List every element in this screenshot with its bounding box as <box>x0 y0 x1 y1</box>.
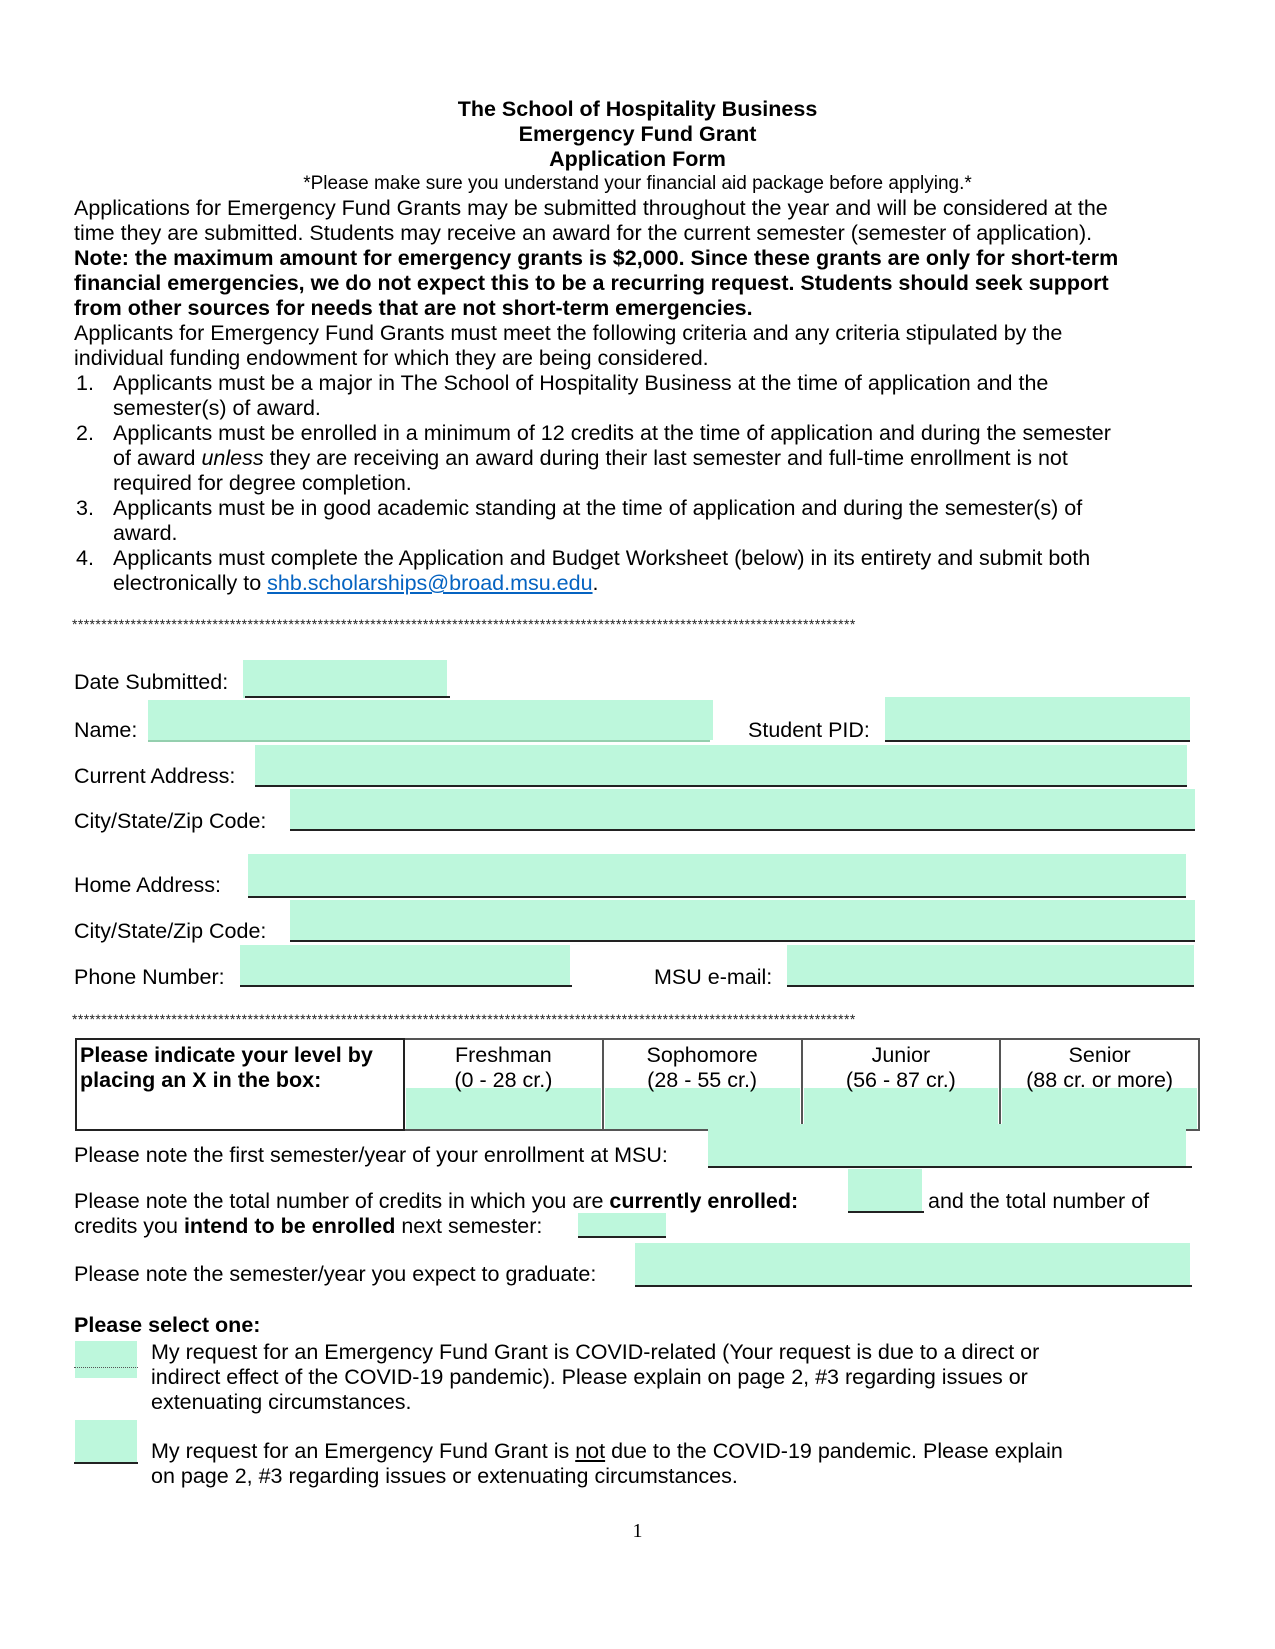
senior-checkbox[interactable] <box>1002 1088 1197 1129</box>
current-credits-field[interactable] <box>848 1169 922 1213</box>
note-line-2: financial emergencies, we do not expect this to be a recurring request. Students should seek support <box>74 271 1109 295</box>
date-submitted-field[interactable] <box>243 660 447 698</box>
not-covid-underline <box>74 1462 138 1464</box>
class-level-table <box>75 1038 1200 1131</box>
separator-stars: ************************************************************************************************************************************** <box>72 616 856 632</box>
separator-stars: ************************************************************************************************************************************** <box>72 1011 856 1027</box>
list-number: 3. <box>76 496 94 520</box>
credits-line-1: Please note the total number of credits in which you are currently enrolled: <box>74 1189 799 1213</box>
first-semester-field[interactable] <box>708 1124 1186 1168</box>
intro-line-1: Applications for Emergency Fund Grants may be submitted throughout the year and will be considered at the <box>74 196 1108 220</box>
select-one-heading: Please select one: <box>74 1313 261 1337</box>
not-covid-checkbox[interactable] <box>75 1420 137 1464</box>
covid-related-line-3: extenuating circumstances. <box>151 1390 412 1414</box>
next-semester-credits-field[interactable] <box>578 1213 666 1237</box>
page-number: 1 <box>632 1520 643 1542</box>
financial-aid-note: *Please make sure you understand your financial aid package before applying.* <box>303 173 972 194</box>
note-line-1: Note: the maximum amount for emergency grants is $2,000. Since these grants are only for short-term <box>74 246 1119 270</box>
level-prompt: Please indicate your level by placing an X in the box: <box>76 1039 404 1130</box>
home-city-underline <box>290 940 1195 942</box>
list-number: 1. <box>76 371 94 395</box>
sophomore-checkbox[interactable] <box>605 1088 800 1129</box>
criterion-3-line-1: Applicants must be in good academic standing at the time of application and during the semester(s) of <box>113 496 1083 520</box>
criterion-1-line-2: semester(s) of award. <box>113 396 321 420</box>
criterion-4-line-1: Applicants must complete the Application and Budget Worksheet (below) in its entirety and submit both <box>113 546 1091 570</box>
current-address-underline <box>255 785 1187 787</box>
graduation-semester-field[interactable] <box>635 1243 1190 1287</box>
list-number: 2. <box>76 421 94 445</box>
school-title: The School of Hospitality Business <box>457 97 818 121</box>
criterion-4-line-2: electronically to shb.scholarships@broad.msu.edu. <box>113 571 599 595</box>
graduation-label: Please note the semester/year you expect to graduate: <box>74 1262 597 1286</box>
credits-line-1-tail: and the total number of <box>928 1189 1150 1213</box>
note-line-3: from other sources for needs that are not short-term emergencies. <box>74 296 753 320</box>
date-submitted-label: Date Submitted: <box>74 670 229 694</box>
current-city-state-zip-label: City/State/Zip Code: <box>74 809 267 833</box>
student-pid-field[interactable] <box>885 697 1190 742</box>
name-field[interactable] <box>148 700 713 740</box>
home-address-label: Home Address: <box>74 873 221 897</box>
home-city-state-zip-label: City/State/Zip Code: <box>74 919 267 943</box>
criterion-2-line-1: Applicants must be enrolled in a minimum of 12 credits at the time of application and during the semester <box>113 421 1111 445</box>
criteria-intro-1: Applicants for Emergency Fund Grants must meet the following criteria and any criteria stipulated by the <box>74 321 1063 345</box>
first-semester-label: Please note the first semester/year of your enrollment at MSU: <box>74 1143 668 1167</box>
covid-related-underline <box>74 1367 138 1368</box>
home-address-field[interactable] <box>248 854 1186 898</box>
current-address-field[interactable] <box>255 745 1187 787</box>
name-label: Name: <box>74 718 138 742</box>
level-option-sophomore[interactable]: Sophomore (28 - 55 cr.) <box>603 1039 802 1130</box>
home-city-state-zip-field[interactable] <box>290 900 1195 942</box>
criterion-1-line-1: Applicants must be a major in The School of Hospitality Business at the time of application and the <box>113 371 1049 395</box>
not-covid-line-2: on page 2, #3 regarding issues or extenuating circumstances. <box>151 1464 738 1488</box>
not-emphasis: not <box>575 1439 606 1463</box>
criterion-2-line-3: required for degree completion. <box>113 471 412 495</box>
student-pid-label: Student PID: <box>748 718 870 742</box>
date-submitted-underline <box>245 696 450 698</box>
form-subtitle: Application Form <box>549 147 726 171</box>
graduation-underline <box>635 1285 1192 1287</box>
covid-related-line-2: indirect effect of the COVID-19 pandemic). Please explain on page 2, #3 regarding issues or <box>151 1365 1028 1389</box>
name-underline <box>148 740 710 742</box>
current-credits-underline <box>848 1211 924 1213</box>
phone-number-field[interactable] <box>240 945 570 987</box>
junior-checkbox[interactable] <box>804 1088 999 1129</box>
criterion-3-line-2: award. <box>113 521 178 545</box>
unless-emphasis: unless <box>201 446 264 470</box>
phone-number-label: Phone Number: <box>74 965 225 989</box>
first-semester-underline <box>708 1166 1192 1168</box>
next-credits-underline <box>578 1236 666 1238</box>
scholarship-email-link[interactable]: shb.scholarships@broad.msu.edu <box>267 571 593 595</box>
email-underline <box>787 985 1194 987</box>
list-number: 4. <box>76 546 94 570</box>
criterion-2-line-2: of award unless they are receiving an award during their last semester and full-time enrollment is not <box>113 446 1068 470</box>
covid-related-checkbox[interactable] <box>75 1341 137 1378</box>
msu-email-label: MSU e-mail: <box>654 965 773 989</box>
student-pid-underline <box>885 740 1190 742</box>
not-covid-line-1: My request for an Emergency Fund Grant is not due to the COVID-19 pandemic. Please explain <box>151 1439 1063 1463</box>
level-option-junior[interactable]: Junior (56 - 87 cr.) <box>802 1039 1001 1130</box>
freshman-checkbox[interactable] <box>406 1088 601 1129</box>
level-option-freshman[interactable]: Freshman (0 - 28 cr.) <box>404 1039 603 1130</box>
current-city-underline <box>290 829 1195 831</box>
covid-related-line-1: My request for an Emergency Fund Grant is COVID-related (Your request is due to a direct or <box>151 1340 1040 1364</box>
credits-line-2: credits you intend to be enrolled next semester: <box>74 1214 543 1238</box>
phone-underline <box>240 985 572 987</box>
criteria-intro-2: individual funding endowment for which they are being considered. <box>74 346 709 370</box>
intro-line-2: time they are submitted. Students may receive an award for the current semester (semester of application). <box>74 221 1093 245</box>
msu-email-field[interactable] <box>787 945 1194 987</box>
level-option-senior[interactable]: Senior (88 cr. or more) <box>1000 1039 1199 1130</box>
current-city-state-zip-field[interactable] <box>290 789 1195 831</box>
home-address-underline <box>248 896 1186 898</box>
form-title: Emergency Fund Grant <box>518 122 757 146</box>
current-address-label: Current Address: <box>74 764 236 788</box>
